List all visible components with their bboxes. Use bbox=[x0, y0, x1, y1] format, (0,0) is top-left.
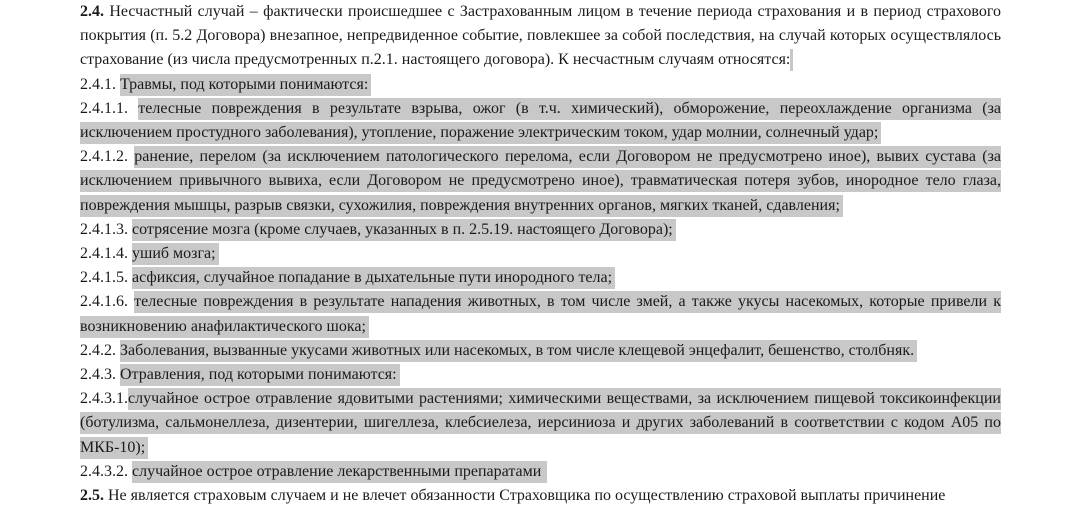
clause-2-4-2 bbox=[80, 339, 1001, 363]
clause-2-4-1-1 bbox=[80, 97, 1001, 145]
clause-text: сотрясение мозга (кроме случаев, указанных в п. 2.5.19. настоящего Договора); bbox=[132, 219, 673, 241]
clause-number: 2.4.1.6. bbox=[80, 293, 128, 311]
clause-number: 2.4.1.2. bbox=[80, 148, 128, 166]
clause-number: 2.4. bbox=[80, 3, 104, 20]
document-page bbox=[80, 0, 1001, 508]
clause-2-4-1-6 bbox=[80, 290, 1001, 338]
clause-number: 2.5. bbox=[80, 487, 104, 505]
clause-2-4-3 bbox=[80, 363, 1001, 387]
clause-text: Несчастный случай – фактически происшедшее с Застрахованным лицом в течение периода страхования и в период страхового покрытия (п. 5.2 Договора) внезапное, непредвиденное событие, повлекшее за собой последствия, на случай которых осуществлялось страхование (из числа предусмотренных п.2.1. настоящего договора). К несчастным случаям относятся: bbox=[80, 3, 1001, 69]
clause-2-4-1-5 bbox=[80, 266, 1001, 290]
clause-text: случайное острое отравление лекарственными препаратами bbox=[132, 461, 541, 483]
clause-2-4-3-2 bbox=[80, 460, 1001, 484]
clause-text: телесные повреждения в результате нападения животных, в том числе змей, а также укусы насекомых, которые привели к возникновению анафилактического шока; bbox=[80, 291, 1001, 337]
clause-2-4 bbox=[80, 0, 1001, 73]
clause-2-4-1-3 bbox=[80, 218, 1001, 242]
clause-2-4-1-2 bbox=[80, 145, 1001, 218]
clause-number: 2.4.3.1. bbox=[80, 390, 128, 408]
clause-number: 2.4.1.3. bbox=[80, 220, 128, 238]
clause-text: Травмы, под которыми понимаются: bbox=[120, 74, 368, 96]
clause-number: 2.4.3. bbox=[80, 366, 116, 384]
clause-2-4-1 bbox=[80, 73, 1001, 97]
clause-text: ранение, перелом (за исключением патологического перелома, если Договором не предусмотрено иное), вывих сустава (за исключением привычного вывиха, если Договором не предусмотрено иное), травматическая потеря зубов, инородное тело глаза, повреждения мышцы, разрыв связки, сухожилия, повреждения внутренних органов, мягких тканей, сдавления; bbox=[80, 146, 1001, 216]
clause-text: асфиксия, случайное попадание в дыхательные пути инородного тела; bbox=[132, 267, 612, 289]
clause-text: ушиб мозга; bbox=[132, 243, 216, 265]
clause-number: 2.4.2. bbox=[80, 341, 116, 359]
clause-number: 2.4.1. bbox=[80, 75, 116, 93]
clause-2-4-1-4 bbox=[80, 242, 1001, 266]
clause-2-5 bbox=[80, 484, 1001, 508]
clause-2-4-3-1 bbox=[80, 387, 1001, 460]
clause-text: случайное острое отравление ядовитыми растениями; химическими веществами, за исключением пищевой токсикоинфекции (ботулизма, сальмонеллеза, дизентерии, шигеллеза, клебсиелеза, иерсиниоза и других заболеваний в соответствии с кодом А05 по МКБ-10); bbox=[80, 388, 1001, 458]
clause-text: Отравления, под которыми понимаются: bbox=[120, 364, 397, 386]
clause-number: 2.4.1.5. bbox=[80, 269, 128, 287]
clause-number: 2.4.1.4. bbox=[80, 245, 128, 263]
clause-text: Заболевания, вызванные укусами животных или насекомых, в том числе клещевой энцефалит, бешенство, столбняк. bbox=[120, 340, 914, 362]
clause-number: 2.4.1.1. bbox=[80, 99, 128, 117]
clause-text: телесные повреждения в результате взрыва, ожог (в т.ч. химический), обморожение, переохлаждение организма (за исключением простудного заболевания), утопление, поражение электрическим током, удар молнии, солнечный удар; bbox=[80, 98, 1001, 144]
clause-text: Не является страховым случаем и не влечет обязанности Страховщика по осуществлению страховой выплаты причинение bbox=[108, 487, 946, 505]
clause-number: 2.4.3.2. bbox=[80, 462, 128, 480]
